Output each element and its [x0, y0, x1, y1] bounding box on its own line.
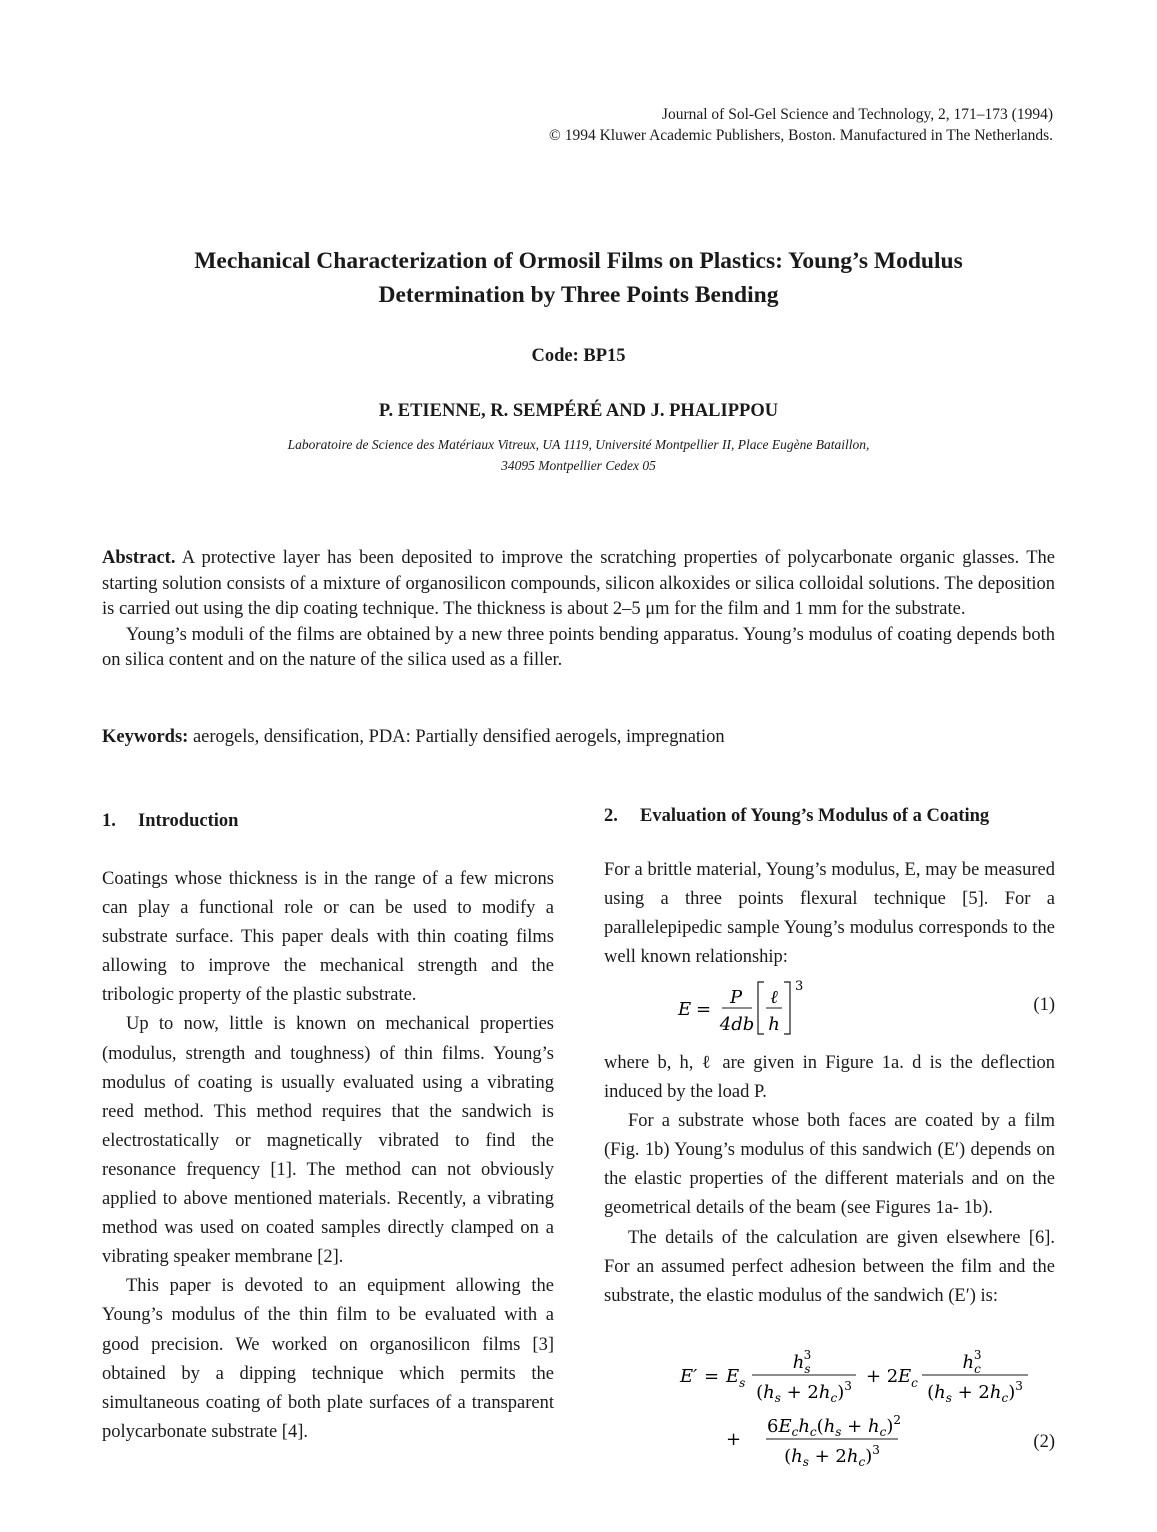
- svg-text:Ec: $E_c$: [898, 1366, 918, 1390]
- svg-text:hs3: $h_s3$: [792, 1348, 812, 1376]
- keywords-label: Keywords:: [102, 727, 189, 747]
- svg-text:3: 3: [795, 979, 804, 994]
- paper-title: [100, 244, 1057, 312]
- svg-text:+: +: [726, 1429, 742, 1450]
- svg-text:=: =: [704, 1366, 720, 1387]
- section-2-paragraph-4: The details of the calculation are given elsewhere [6]. For an assumed perfect adhesion between the film and the substrate, the elastic modulus of the sandwich (E′) is:: [604, 1227, 1055, 1306]
- svg-text:ℓ: ℓ: [770, 987, 778, 1008]
- section-2-paragraph-3: For a substrate whose both faces are coated by a film (Fig. 1b) Young’s modulus of this sandwich (E′) depends on the elastic properties of the different materials and on the geometrical details of the beam (see Figures 1a- 1b).: [604, 1111, 1055, 1219]
- section-1-title: Introduction: [138, 811, 239, 831]
- paper-code: Code: BP15: [531, 346, 626, 366]
- abstract-label: Abstract.: [102, 548, 176, 568]
- keywords: [102, 725, 1055, 750]
- equation-1: [670, 970, 830, 1040]
- affiliation: [100, 434, 1057, 476]
- section-2-title: Evaluation of Young’s Modulus of a Coating: [640, 806, 990, 826]
- svg-text:(hs + 2hc)3: $(h_s + 2h_c)^3$: [927, 1379, 1023, 1405]
- svg-text:E′: E′: [680, 1366, 698, 1387]
- abstract-paragraph-2: Young’s moduli of the films are obtained by a new three points bending apparatus. Young’s modulus of coating depends both on silica content and on the nature of the silica used as a filler.: [102, 624, 1055, 670]
- abstract: [102, 546, 1055, 674]
- title-line-2: Determination by Three Points Bending: [378, 282, 779, 308]
- section-2-paragraph-2: where b, h, ℓ are given in Figure 1a. d is the deflection induced by the load P.: [604, 1053, 1055, 1103]
- svg-text:E: E: [678, 999, 692, 1020]
- svg-text:hc3: $h_c3$: [962, 1348, 982, 1376]
- intro-paragraph-1: Coatings whose thickness is in the range of a few microns can play a functional role or can be used to modify a substrate surface. This paper deals with thin coating films allowing to improve the mechanical strength and the tribologic property of the plastic substrate.: [102, 869, 554, 1006]
- svg-text:h: h: [768, 1014, 780, 1035]
- svg-text:(hs + 2hc)3: $(h_s + 2h_c)^3$: [784, 1443, 880, 1469]
- affiliation-line-2: 34095 Montpellier Cedex 05: [501, 458, 656, 473]
- journal-citation: Journal of Sol-Gel Science and Technology, 2, 171–173 (1994): [661, 106, 1053, 123]
- section-2-number: 2.: [604, 806, 618, 826]
- svg-text:(hs + 2hc)3: $(h_s + 2h_c)^3$: [756, 1379, 852, 1405]
- section-2-body: [604, 1049, 1055, 1311]
- copyright-notice: © 1994 Kluwer Academic Publishers, Boston. Manufactured in The Netherlands.: [549, 127, 1053, 144]
- equation-2: [670, 1340, 1040, 1475]
- svg-text:Es: $E_s$: [726, 1366, 746, 1390]
- equation-1-number: (1): [1033, 995, 1055, 1015]
- svg-text:4db: 4db: [719, 1014, 755, 1035]
- svg-text:+ 2: + 2: [866, 1366, 899, 1387]
- section-2-intro: For a brittle material, Young’s modulus, E, may be measured using a three points flexural technique [5]. For a parallelepipedic sample Young’s modulus corresponds to the well known relationship:: [604, 860, 1055, 968]
- svg-text:=: =: [696, 999, 712, 1020]
- section-1-body: [102, 865, 554, 1447]
- equation-2-number: (2): [1033, 1432, 1055, 1452]
- author-list: P. ETIENNE, R. SEMPÉRÉ AND J. PHALIPPOU: [378, 401, 779, 421]
- svg-text:6Echc(hs + hc)2: $6E_ch_c(h_s + h_c)^2$: [767, 1413, 901, 1439]
- section-1-heading: [102, 811, 554, 832]
- keywords-text: aerogels, densification, PDA: Partially densified aerogels, impregnation: [192, 727, 725, 747]
- journal-header: [549, 104, 1053, 146]
- svg-text:P: P: [729, 987, 743, 1008]
- intro-paragraph-2: Up to now, little is known on mechanical properties (modulus, strength and toughness) of thin films. Young’s modulus of coating is usually evaluated using a vibrating reed method. This method requires that the sandwich is electrostatically or magnetically vibrated to find the resonance frequency [1]. The method can not obviously applied to above mentioned materials. Recently, a vibrating method was used on coated samples directly clamped on a vibrating speaker membrane [2].: [102, 1014, 554, 1268]
- intro-paragraph-3: This paper is devoted to an equipment allowing the Young’s modulus of the thin film to be evaluated with a good precision. We worked on organosilicon films [3] obtained by a dipping technique which permits the simultaneous coating of both plate surfaces of a transparent polycarbonate substrate [4].: [102, 1276, 554, 1442]
- section-1-number: 1.: [102, 811, 116, 831]
- abstract-paragraph-1: [102, 546, 1055, 623]
- abstract-text-1: A protective layer has been deposited to improve the scratching properties of polycarbonate organic glasses. The starting solution consists of a mixture of organosilicon compounds, silicon alkoxides or silica colloidal solutions. The deposition is carried out using the dip coating technique. The thickness is about 2–5 μm for the film and 1 mm for the substrate.: [102, 548, 1056, 619]
- title-line-1: Mechanical Characterization of Ormosil Films on Plastics: Young’s Modulus: [194, 248, 963, 274]
- affiliation-line-1: Laboratoire de Science des Matériaux Vitreux, UA 1119, Université Montpellier II, Place Eugène Bataillon,: [287, 437, 870, 452]
- section-2-heading: [604, 806, 1055, 827]
